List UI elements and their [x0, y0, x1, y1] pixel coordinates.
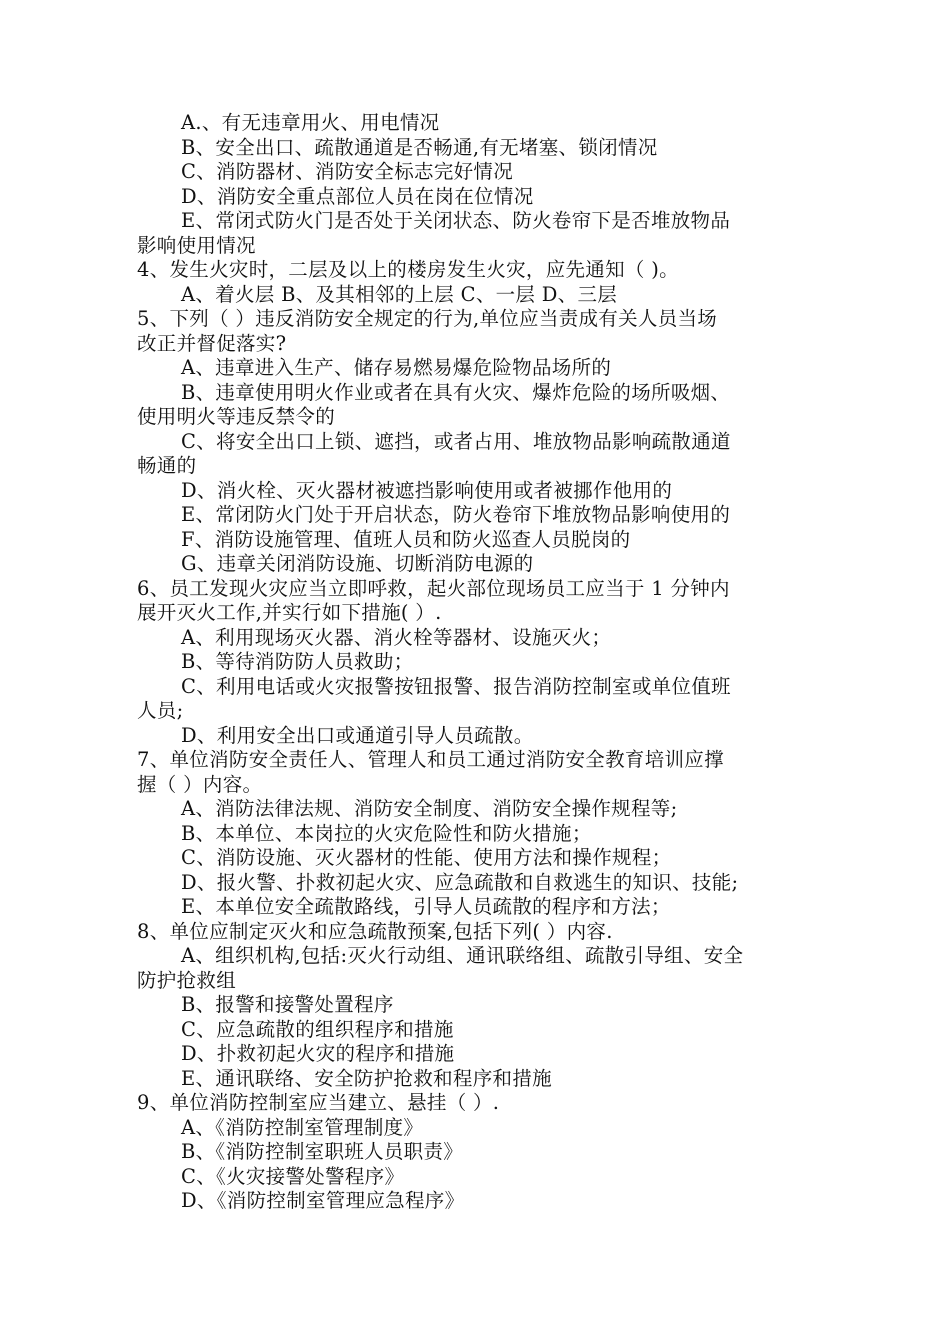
- text-line: 展开灭火工作,并实行如下措施( ）.: [137, 601, 442, 624]
- text-line: D、报火警、扑救初起火灾、应急疏散和自救逃生的知识、技能;: [181, 870, 739, 894]
- text-line: A.、有无违章用火、用电情况: [181, 111, 440, 134]
- text-line: A、着火层 B、及其相邻的上层 C、一层 D、三层: [181, 282, 618, 306]
- text-line: B、等待消防防人员救助；: [181, 650, 414, 673]
- text-line: A、组织机构,包括:灭火行动组、通讯联络组、疏散引导组、安全: [181, 944, 744, 967]
- text-line: A、利用现场灭火器、消火栓等器材、设施灭火；: [181, 625, 612, 649]
- text-line: 6、员工发现火灾应当立即呼救，起火部位现场员工应当于 1 分钟内: [137, 576, 730, 600]
- text-line: 使用明火等违反禁令的: [137, 405, 336, 428]
- text-line: 4、发生火灾时，二层及以上的楼房发生火灾，应先通知（ )。: [137, 258, 679, 281]
- text-line: D、消防安全重点部位人员在岗在位情况: [181, 184, 534, 208]
- text-line: E、本单位安全疏散路线，引导人员疏散的程序和方法；: [181, 895, 671, 918]
- text-line: B、本单位、本岗拉的火灾危险性和防火措施；: [181, 821, 592, 845]
- text-line: B、安全出口、疏散通道是否畅通,有无堵塞、锁闭情况: [181, 135, 658, 159]
- text-line: F、消防设施管理、值班人员和防火巡查人员脱岗的: [181, 527, 631, 551]
- text-line: 改正并督促落实?: [137, 331, 287, 355]
- text-line: C、应急疏散的组织程序和措施: [181, 1017, 454, 1041]
- text-line: 影响使用情况: [137, 233, 256, 257]
- text-line: 畅通的: [137, 454, 197, 477]
- text-line: 9、单位消防控制室应当建立、悬挂（ ）.: [137, 1091, 500, 1114]
- text-line: E、常闭式防火门是否处于关闭状态、防火卷帘下是否堆放物品: [181, 209, 731, 232]
- text-line: A、违章进入生产、储存易燃易爆危险物品场所的: [181, 356, 612, 379]
- text-line: D、消火栓、灭火器材被遮挡影响使用或者被挪作他用的: [181, 478, 673, 502]
- text-line: D、《消防控制室管理应急程序》: [181, 1189, 465, 1212]
- text-line: 握（ ）内容。: [137, 772, 263, 796]
- text-line: E、常闭防火门处于开启状态，防火卷帘下堆放物品影响使用的: [181, 503, 731, 526]
- text-line: C、《火灾接警处警程序》: [181, 1164, 405, 1188]
- text-line: A、消防法律法规、消防安全制度、消防安全操作规程等;: [181, 797, 678, 820]
- text-line: 5、下列（ ）违反消防安全规定的行为,单位应当责成有关人员当场: [137, 307, 718, 330]
- text-line: 防护抢救组: [137, 968, 237, 992]
- text-line: 人员;: [137, 699, 184, 722]
- text-line: B、违章使用明火作业或者在具有火灾、爆炸危险的场所吸烟、: [181, 380, 731, 404]
- text-line: C、将安全出口上锁、遮挡，或者占用、堆放物品影响疏散通道: [181, 429, 731, 453]
- text-line: C、消防器材、消防安全标志完好情况: [181, 160, 514, 183]
- text-line: A、《消防控制室管理制度》: [181, 1115, 424, 1139]
- text-line: C、利用电话或火灾报警按钮报警、报告消防控制室或单位值班: [181, 674, 731, 698]
- document-page: [137, 111, 817, 1214]
- text-line: D、利用安全出口或通道引导人员疏散。: [181, 723, 534, 747]
- text-line: B、《消防控制室职班人员职责》: [181, 1140, 464, 1163]
- text-line: D、扑救初起火灾的程序和措施: [181, 1042, 455, 1065]
- text-line: G、违章关闭消防设施、切断消防电源的: [181, 552, 534, 575]
- text-line: 8、单位应制定灭火和应急疏散预案,包括下列( ）内容.: [137, 919, 613, 943]
- text-line: C、消防设施、灭火器材的性能、使用方法和操作规程；: [181, 846, 672, 869]
- text-line: B、报警和接警处置程序: [181, 993, 394, 1016]
- text-line: 7、单位消防安全责任人、管理人和员工通过消防安全教育培训应撑: [137, 748, 724, 771]
- text-line: E、通讯联络、安全防护抢救和程序和措施: [181, 1066, 552, 1090]
